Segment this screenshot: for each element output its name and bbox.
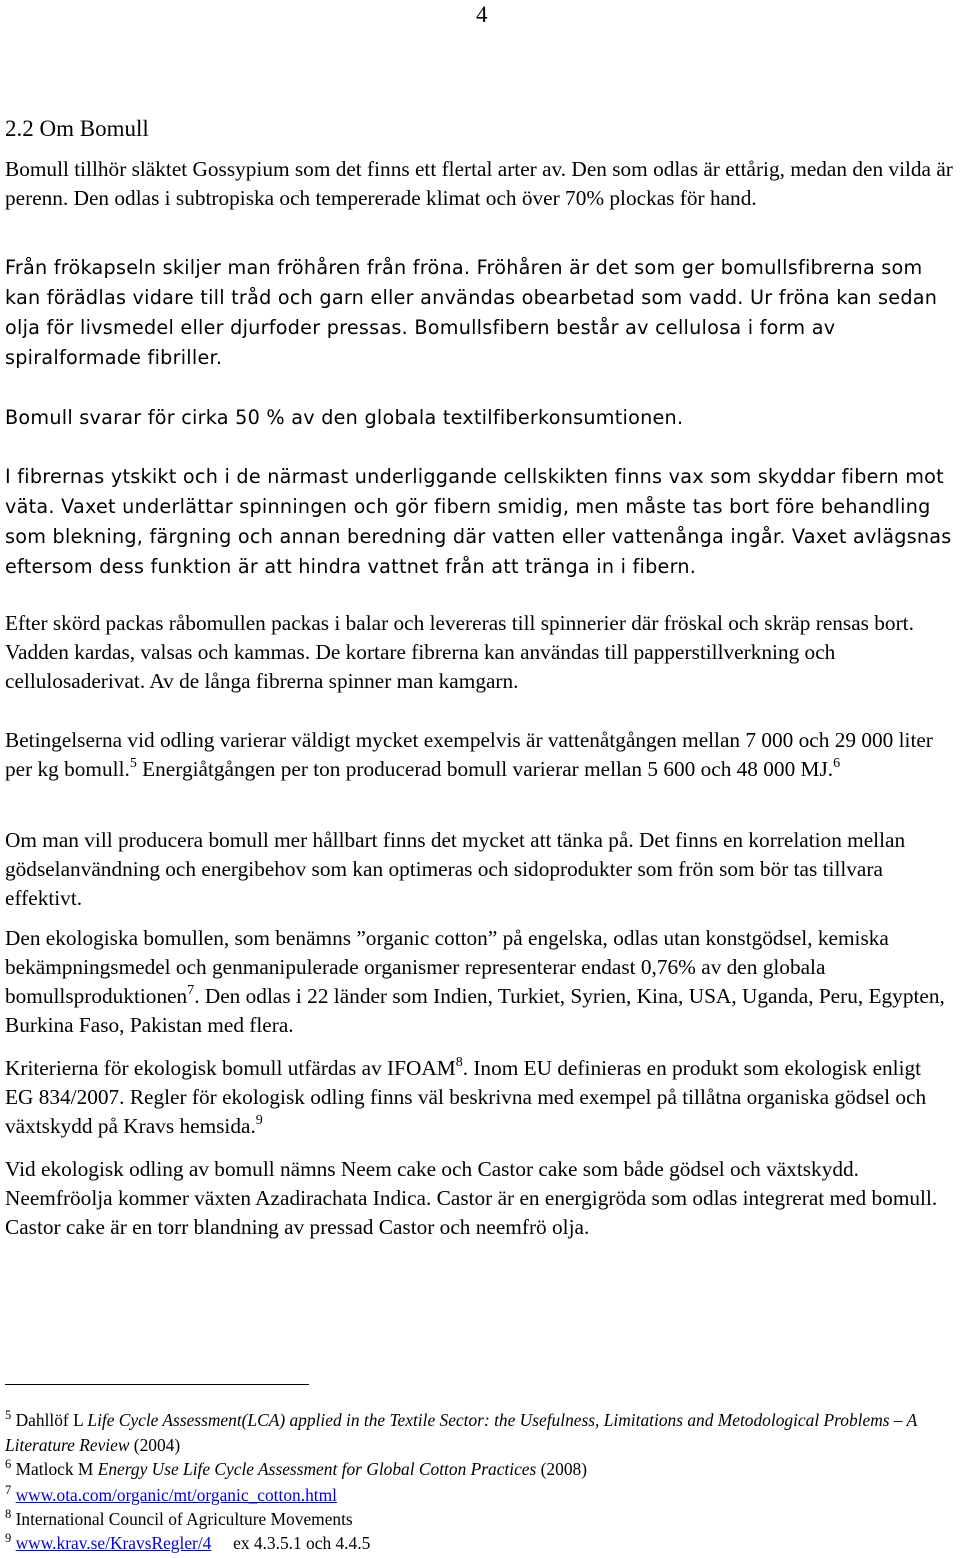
footnote-6-author: Matlock M [11,1459,98,1479]
paragraph-organic-cotton [5,924,953,1040]
paragraph-wax: I fibrernas ytskikt och i de närmast underliggande cellskikten finns vax som skyddar fibern mot väta. Vaxet underlättar spinningen och gör fibern smidig, men måste tas bort före behandling som blekning, färgning och annan beredning där vatten eller vattenånga ingår. Vaxet avlägsnas eftersom dess funktion är att hindra vattnet från att tränga in i fibern. [5,465,952,578]
paragraph-seed-hairs: Från frökapseln skiljer man fröhåren från fröna. Fröhåren är det som ger bomullsfibrerna som kan förädlas vidare till tråd och garn eller användas obearbetad som vadd. Ur fröna kan sedan olja för livsmedel eller djurfoder pressas. Bomullsfibern består av cellulosa i form av spiralformade fibriller. [5,256,938,369]
footnote-9-link[interactable]: www.krav.se/KravsRegler/4 [15,1533,212,1553]
paragraph-sustainability: Om man vill producera bomull mer hållbart finns det mycket att tänka på. Det finns en korrelation mellan gödselanvändning och energibehov som kan optimeras och sidoprodukter som frön som bör tas tillvara effektivt. [5,828,906,910]
footnote-9-number: 9 [5,1531,12,1545]
footnote-5-number: 5 [5,1408,12,1422]
footnote-ref-7: 7 [187,983,195,998]
footnote-ref-6: 6 [833,756,841,771]
footnote-8-text: International Council of Agriculture Movements [11,1509,353,1529]
footnote-5-title: Life Cycle Assessment(LCA) applied in the Textile Sector: the Usefulness, Limitations and Metodological Problems – A Literature Review [5,1410,917,1455]
footnote-7 [5,1483,955,1508]
paragraph-neem-castor: Vid ekologisk odling av bomull nämns Neem cake och Castor cake som både gödsel och växtskydd. Neemfröolja kommer växten Azadirachata Indica. Castor är en energigröda som odlas integrerat med bomull. Castor cake är en torr blandning av pressad Castor och neemfrö olja. [5,1157,938,1239]
footnote-6 [5,1457,955,1482]
footnote-5-year: (2004) [129,1434,181,1455]
footnote-ref-5: 5 [129,756,137,771]
footnote-ref-8: 8 [455,1055,463,1070]
footnote-5-author: Dahllöf L [11,1410,88,1430]
page-number: 4 [476,2,488,27]
footnote-8 [5,1507,955,1532]
paragraph-organic-text-2: . Den odlas i 22 länder som Indien, Turkiet, Syrien, Kina, USA, Uganda, Peru, Egypten, Burkina Faso, Pakistan med flera. [5,984,945,1037]
footnote-separator [5,1384,309,1385]
footnote-7-link[interactable]: www.ota.com/organic/mt/organic_cotton.html [15,1485,337,1505]
paragraph-conditions [5,726,953,784]
paragraph-criteria [5,1054,953,1141]
footnote-6-number: 6 [5,1457,12,1471]
footnote-8-number: 8 [5,1507,12,1521]
footnote-5 [5,1408,955,1457]
paragraph-harvest: Efter skörd packas råbomullen packas i balar och levereras till spinnerier där fröskal och skräp rensas bort. Vadden kardas, valsas och kammas. De kortare fibrerna kan användas till papperstillverkning och cellulosaderivat. Av de långa fibrerna spinner man kamgarn. [5,611,914,693]
paragraph-criteria-text-1: Kriterierna för ekologisk bomull utfärdas av IFOAM [5,1056,456,1080]
paragraph-conditions-text-2: Energiåtgången per ton producerad bomull varierar mellan 5 600 och 48 000 MJ. [136,757,834,781]
footnote-ref-9: 9 [255,1113,263,1128]
footnote-9 [5,1531,955,1556]
footnote-6-year: (2008) [536,1459,588,1479]
paragraph-conditions-text-1: Betingelserna vid odling varierar väldigt mycket exempelvis är vattenåtgången mellan 7 000 och 29 000 liter per kg bomull. [5,728,933,781]
footnote-7-number: 7 [5,1483,12,1497]
paragraph-organic-text-1: Den ekologiska bomullen, som benämns ”organic cotton” på engelska, odlas utan konstgödsel, kemiska bekämpningsmedel och genmanipulerade organismer representerar endast 0,76% av den globala bomullsproduktionen [5,926,889,1008]
paragraph-origin: Bomull tillhör släktet Gossypium som det finns ett flertal arter av. Den som odlas är ettårig, medan den vilda är perenn. Den odlas i subtropiska och tempererade klimat och över 70% plockas för hand. [5,157,953,210]
paragraph-criteria-text-2: . Inom EU definieras en produkt som ekologisk enligt EG 834/2007. Regler för ekologisk odling finns väl beskrivna med exempel på tillåtna organiska gödsel och växtskydd på Kravs hemsida. [5,1056,927,1138]
paragraph-consumption: Bomull svarar för cirka 50 % av den globala textilfiberkonsumtionen. [5,406,684,429]
footnote-6-title: Energy Use Life Cycle Assessment for Global Cotton Practices [97,1459,537,1479]
footnote-9-text: ex 4.3.5.1 och 4.4.5 [211,1533,371,1553]
section-heading: 2.2 Om Bomull [5,116,149,141]
